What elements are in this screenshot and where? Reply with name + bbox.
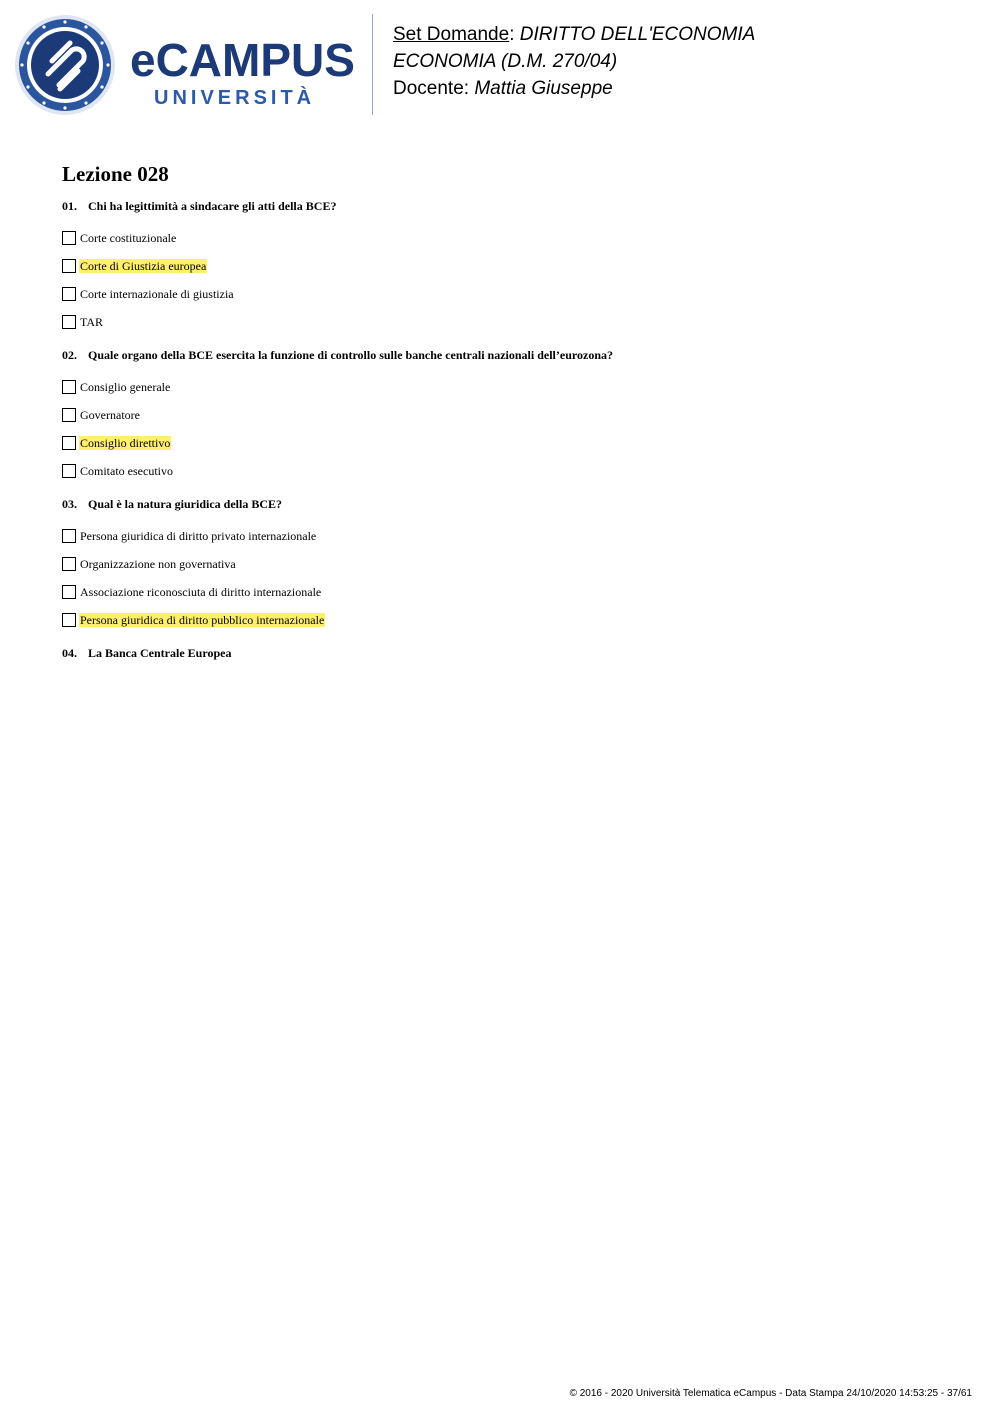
lesson-title: Lezione 028	[62, 162, 169, 186]
answer-option[interactable]	[62, 429, 962, 457]
answer-option[interactable]	[62, 550, 962, 578]
set-info	[393, 21, 993, 102]
ecampus-logo	[14, 14, 359, 116]
university-seal-icon	[14, 14, 116, 116]
answer-checkbox[interactable]	[62, 408, 76, 422]
answer-checkbox[interactable]	[62, 464, 76, 478]
answer-option[interactable]	[62, 280, 962, 308]
answer-checkbox[interactable]	[62, 287, 76, 301]
set-title-line2: ECONOMIA (D.M. 270/04)	[393, 51, 618, 72]
page-content	[62, 160, 962, 672]
answer-text: Persona giuridica di diritto privato internazionale	[80, 529, 317, 543]
logo-wordmark	[130, 36, 360, 116]
answer-text: Consiglio generale	[80, 380, 171, 394]
answer-checkbox[interactable]	[62, 315, 76, 329]
answer-option[interactable]	[62, 457, 962, 485]
brand-name: eCAMPUS	[130, 34, 355, 86]
question-label: Quale organo della BCE esercita la funzione di controllo sulle banche centrali nazionali dell’eurozona?	[88, 348, 613, 362]
answer-checkbox[interactable]	[62, 585, 76, 599]
question-number: 04.	[62, 646, 77, 660]
question-text	[62, 347, 962, 363]
question-block	[62, 347, 962, 485]
question-label: La Banca Centrale Europea	[88, 646, 232, 660]
answer-option[interactable]	[62, 252, 962, 280]
docente-label: Docente	[393, 78, 464, 99]
question-block	[62, 496, 962, 634]
question-block	[62, 645, 962, 661]
answer-option[interactable]	[62, 308, 962, 336]
answer-text-highlighted: Persona giuridica di diritto pubblico internazionale	[80, 613, 325, 627]
answer-option[interactable]	[62, 606, 962, 634]
set-title-line1: DIRITTO DELL'ECONOMIA	[519, 24, 756, 45]
question-text	[62, 198, 962, 214]
answer-text-highlighted: Consiglio direttivo	[80, 436, 171, 450]
set-label: Set Domande	[393, 24, 510, 45]
answer-text: Governatore	[80, 408, 140, 422]
question-label: Qual è la natura giuridica della BCE?	[88, 497, 283, 511]
question-block	[62, 198, 962, 336]
answer-text: TAR	[80, 315, 104, 329]
answer-option[interactable]	[62, 401, 962, 429]
answer-option[interactable]	[62, 373, 962, 401]
answer-checkbox[interactable]	[62, 436, 76, 450]
answer-checkbox[interactable]	[62, 231, 76, 245]
question-text	[62, 645, 962, 661]
answer-checkbox[interactable]	[62, 613, 76, 627]
set-line-1: Set Domande: DIRITTO DELL'ECONOMIA	[393, 24, 756, 45]
answer-text: Organizzazione non governativa	[80, 557, 236, 571]
question-text	[62, 496, 962, 512]
docente-line: Docente: Mattia Giuseppe	[393, 78, 613, 99]
question-number: 01.	[62, 199, 77, 213]
answer-checkbox[interactable]	[62, 529, 76, 543]
answer-text: Comitato esecutivo	[80, 464, 173, 478]
page-header	[0, 0, 1000, 130]
docente-name: Mattia Giuseppe	[474, 78, 613, 99]
answer-text: Corte costituzionale	[80, 231, 177, 245]
header-divider	[372, 14, 373, 115]
answer-checkbox[interactable]	[62, 259, 76, 273]
answer-option[interactable]	[62, 522, 962, 550]
answer-option[interactable]	[62, 578, 962, 606]
answer-text: Corte internazionale di giustizia	[80, 287, 234, 301]
question-number: 03.	[62, 497, 77, 511]
set-line-2	[393, 48, 993, 75]
page-footer: © 2016 - 2020 Università Telematica eCampus - Data Stampa 24/10/2020 14:53:25 - 37/61	[569, 1388, 972, 1399]
question-label: Chi ha legittimità a sindacare gli atti della BCE?	[88, 199, 337, 213]
question-number: 02.	[62, 348, 77, 362]
answer-text-highlighted: Corte di Giustizia europea	[80, 259, 207, 273]
answer-checkbox[interactable]	[62, 380, 76, 394]
answer-option[interactable]	[62, 224, 962, 252]
brand-subtitle: UNIVERSITÀ	[154, 87, 316, 109]
answer-text: Associazione riconosciuta di diritto internazionale	[80, 585, 322, 599]
answer-checkbox[interactable]	[62, 557, 76, 571]
